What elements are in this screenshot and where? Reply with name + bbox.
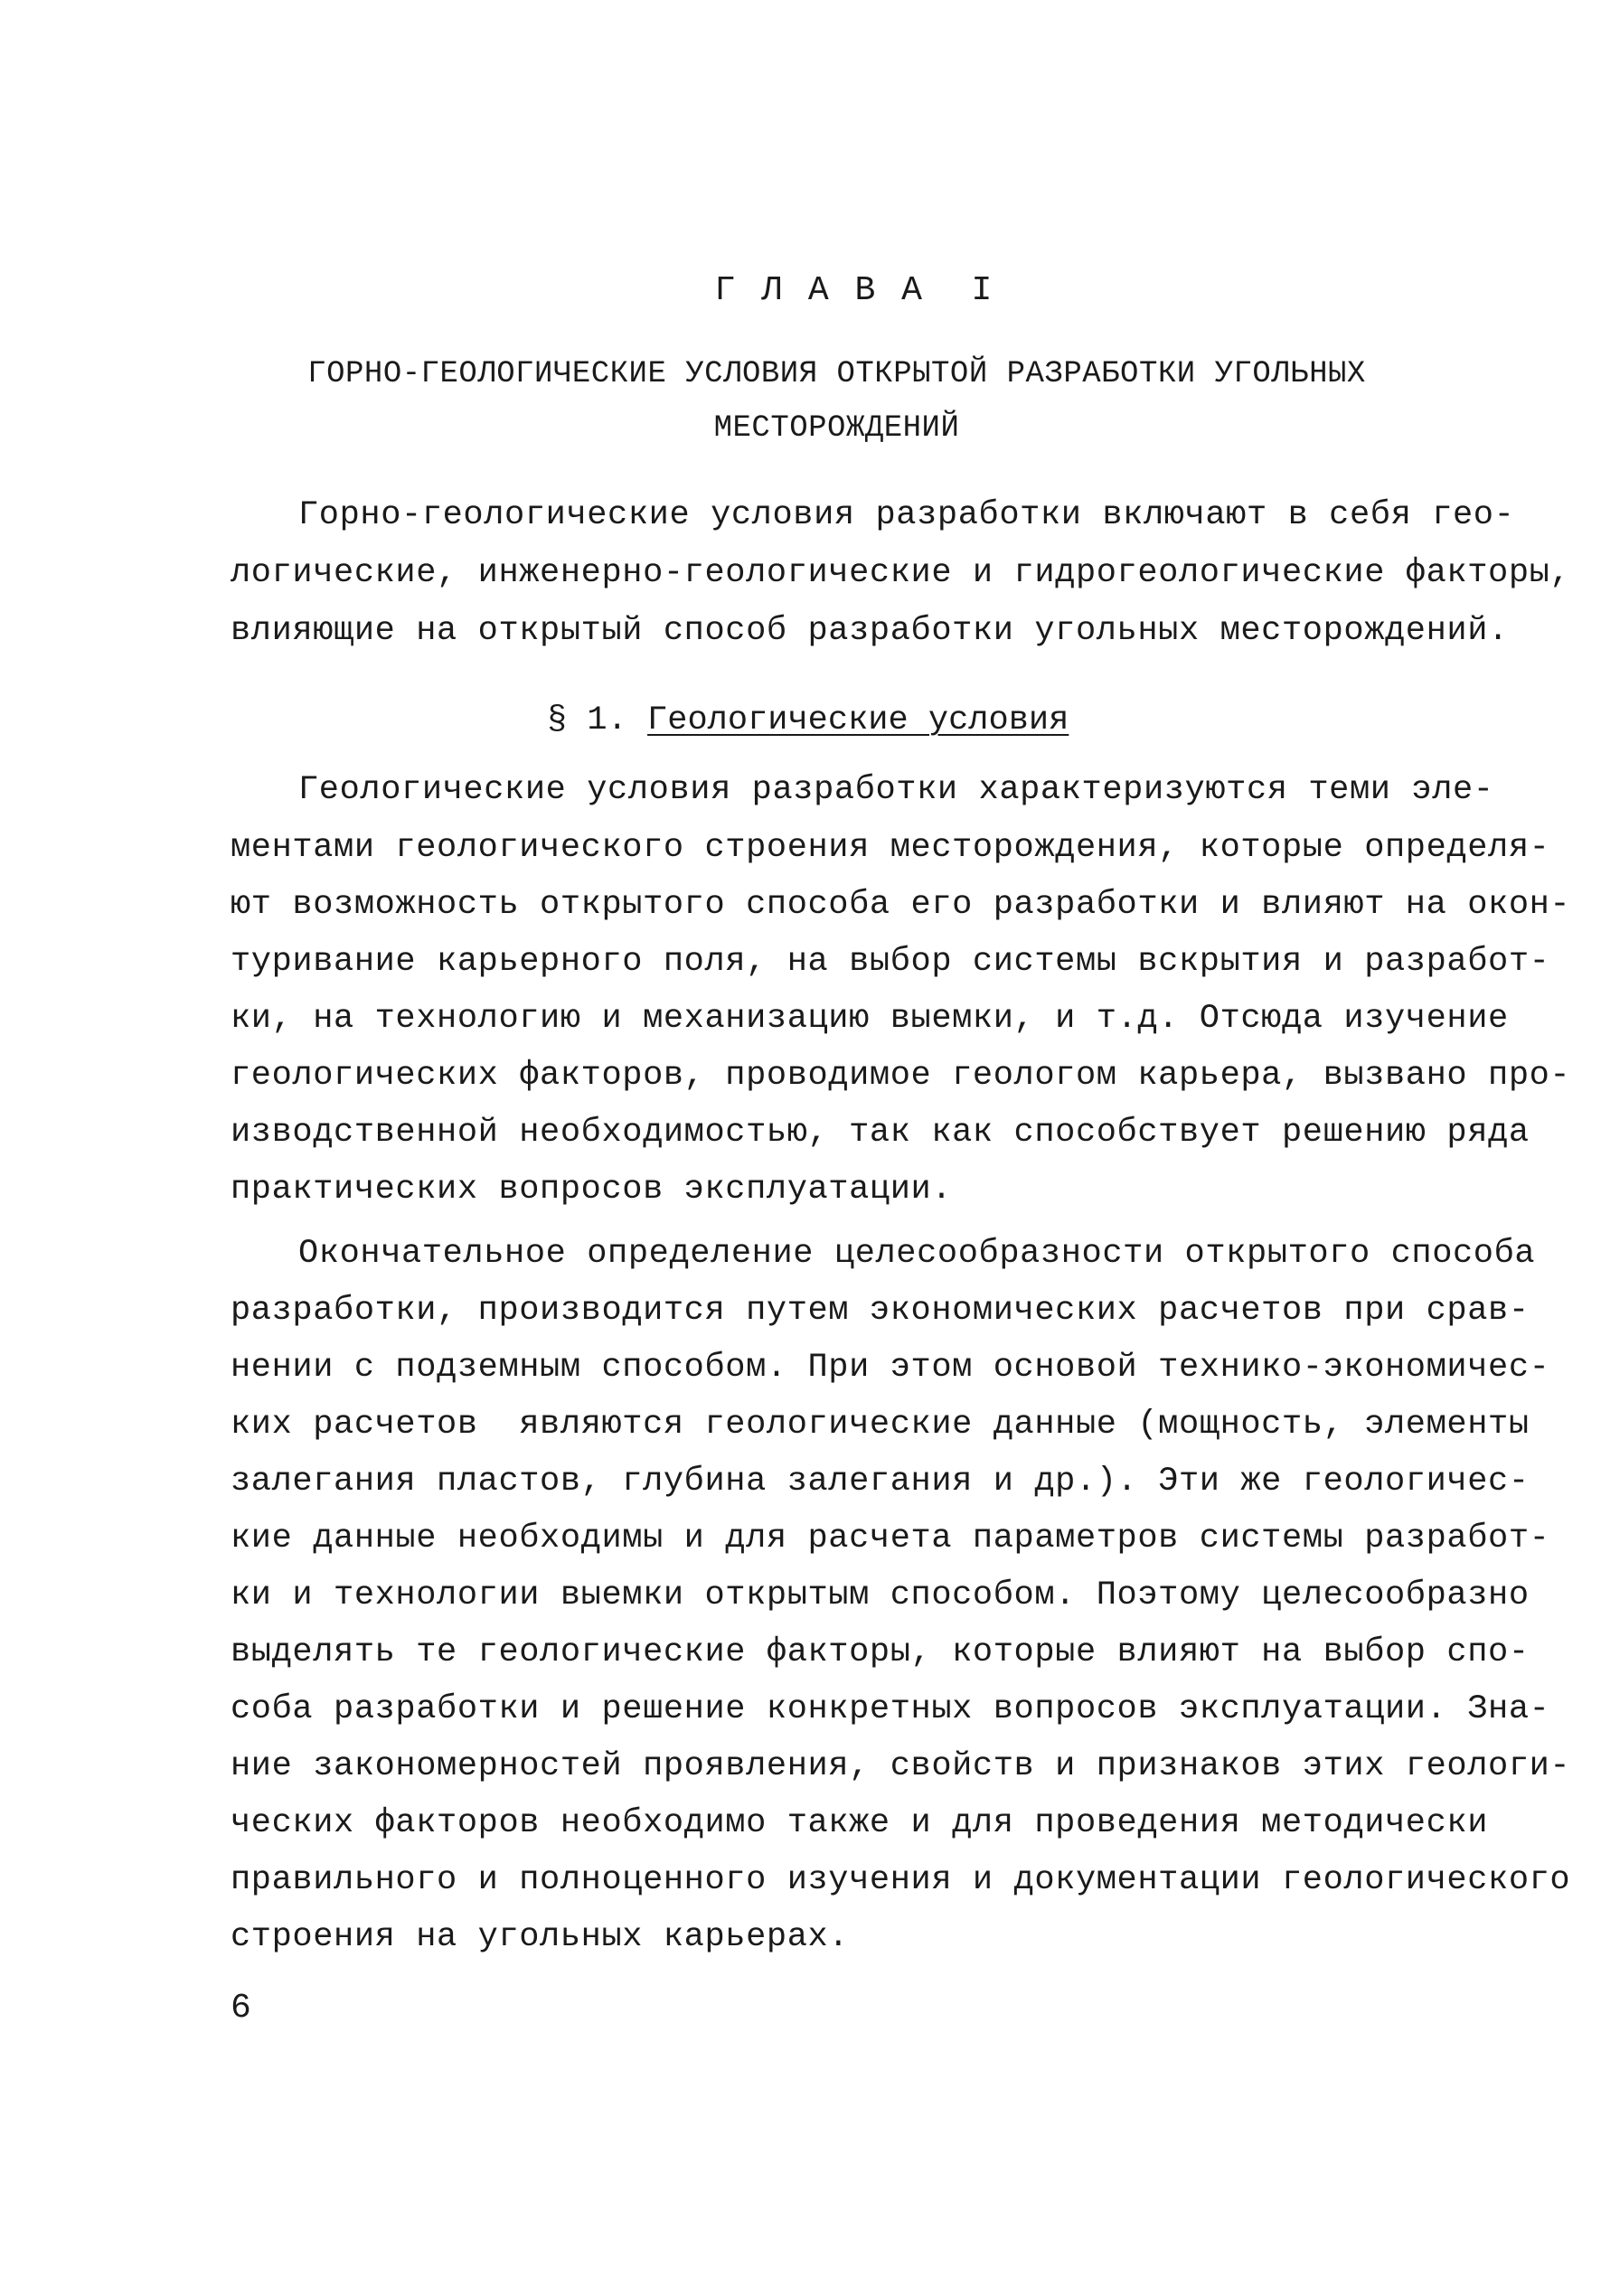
section-number: § 1. — [547, 701, 627, 739]
paragraph-2-line: нении с подземным способом. При этом основой технико-экономичес- — [231, 1349, 1550, 1387]
paragraph-2-line: залегания пластов, глубина залегания и др.). Эти же геологичес- — [231, 1463, 1530, 1501]
section-heading — [547, 701, 1069, 740]
paragraph-2-line: правильного и полноценного изучения и документации геологического — [231, 1861, 1571, 1899]
paragraph-2-line: ние закономерностей проявления, свойств и признаков этих геологи- — [231, 1747, 1571, 1785]
intro-line: Горно-геологические условия разработки включают в себя гео- — [298, 496, 1515, 534]
chapter-title-line-2: МЕСТОРОЖДЕНИЙ — [713, 411, 960, 446]
paragraph-1-line: практических вопросов эксплуатации. — [231, 1171, 953, 1209]
section-title: Геологические условия — [647, 701, 1069, 739]
paragraph-1-line: ментами геологического строения месторождения, которые определя- — [231, 829, 1550, 867]
paragraph-1-line: ют возможность открытого способа его разработки и влияют на окон- — [231, 886, 1571, 924]
page-number: 6 — [231, 1989, 251, 2028]
paragraph-2-line: ких расчетов являются геологические данные (мощность, элементы — [231, 1406, 1530, 1444]
intro-line: логические, инженерно-геологические и гидрогеологические факторы, — [231, 554, 1571, 592]
paragraph-2-line: строения на угольных карьерах. — [231, 1918, 850, 1956]
intro-line: влияющие на открытый способ разработки угольных месторождений. — [231, 612, 1509, 650]
paragraph-1-line: ки, на технологию и механизацию выемки, и т.д. Отсюда изучение — [231, 1000, 1509, 1038]
paragraph-2-line: соба разработки и решение конкретных вопросов эксплуатации. Зна- — [231, 1690, 1550, 1728]
paragraph-1-line: геологических факторов, проводимое геологом карьера, вызвано про- — [231, 1057, 1571, 1095]
chapter-title-line-1: ГОРНО-ГЕОЛОГИЧЕСКИЕ УСЛОВИЯ ОТКРЫТОЙ РАЗРАБОТКИ УГОЛЬНЫХ — [307, 357, 1366, 391]
paragraph-2-line: выделять те геологические факторы, которые влияют на выбор спо- — [231, 1633, 1530, 1671]
paragraph-1-line: изводственной необходимостью, так как способствует решению ряда — [231, 1114, 1530, 1152]
paragraph-2-line: ческих факторов необходимо также и для проведения методически — [231, 1804, 1489, 1842]
paragraph-1-line: туривание карьерного поля, на выбор системы вскрытия и разработ- — [231, 943, 1550, 981]
paragraph-1-line: Геологические условия разработки характеризуются теми эле- — [298, 771, 1494, 809]
paragraph-2-line: разработки, производится путем экономических расчетов при срав- — [231, 1292, 1530, 1330]
paragraph-2-line: ки и технологии выемки открытым способом. Поэтому целесообразно — [231, 1576, 1530, 1614]
paragraph-2-line: Окончательное определение целесообразности открытого способа — [298, 1235, 1536, 1273]
chapter-label: Г Л А В А I — [714, 271, 995, 310]
paragraph-2-line: кие данные необходимы и для расчета параметров системы разработ- — [231, 1520, 1550, 1557]
